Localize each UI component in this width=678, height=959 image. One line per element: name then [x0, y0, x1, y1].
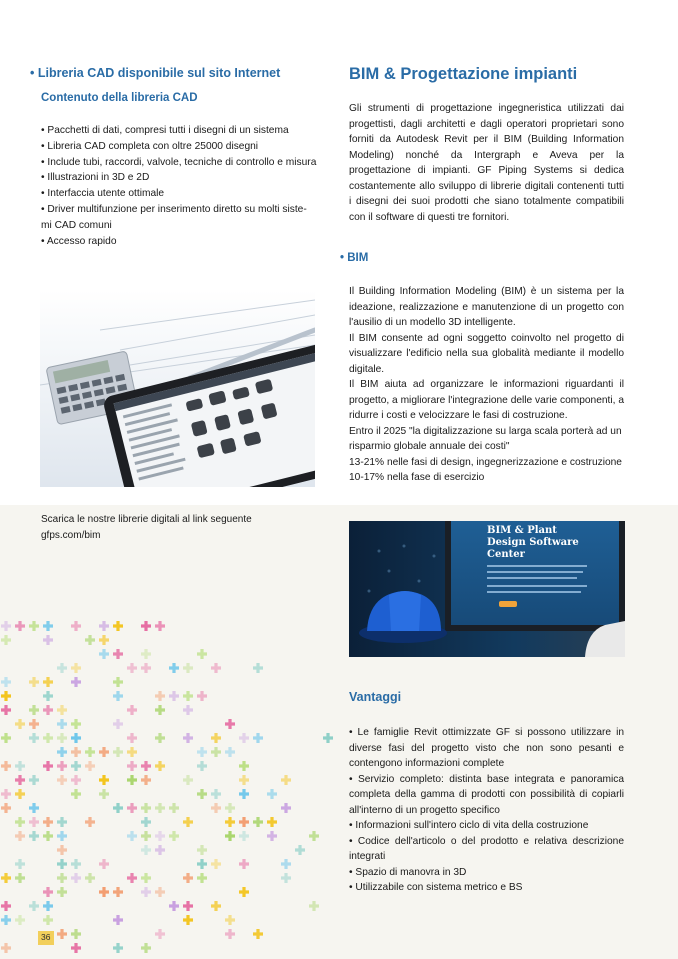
plus-mark [183, 817, 193, 827]
plus-mark [15, 817, 25, 827]
plus-mark [239, 775, 249, 785]
plus-mark [197, 761, 207, 771]
list-item: • Driver multifunzione per inserimento diretto su molti siste- [41, 203, 307, 215]
plus-mark [71, 873, 81, 883]
plus-mark [57, 859, 67, 869]
plus-mark [99, 859, 109, 869]
download-link[interactable]: gfps.com/bim [41, 530, 101, 541]
plus-mark [29, 677, 39, 687]
plus-mark [71, 747, 81, 757]
plus-mark [99, 747, 109, 757]
plus-mark [99, 789, 109, 799]
plus-mark [281, 859, 291, 869]
plus-mark [211, 663, 221, 673]
plus-mark [29, 901, 39, 911]
plus-mark [99, 635, 109, 645]
plus-mark [197, 789, 207, 799]
list-item: • Interfaccia utente ottimale [41, 188, 165, 200]
plus-mark [1, 621, 11, 631]
bim-text [349, 284, 624, 486]
download-text: Scarica le nostre librerie digitali al link seguente [41, 514, 252, 525]
plus-mark [113, 691, 123, 701]
plus-mark [99, 621, 109, 631]
plus-mark [211, 901, 221, 911]
plus-mark [267, 817, 277, 827]
plus-mark [43, 761, 53, 771]
plus-mark [57, 845, 67, 855]
plus-mark [85, 747, 95, 757]
plus-mark [267, 831, 277, 841]
plus-mark [71, 733, 81, 743]
plus-mark [43, 691, 53, 701]
plus-mark [71, 929, 81, 939]
list-item: • Accesso rapido [41, 235, 117, 247]
plus-mark [57, 887, 67, 897]
advantages-heading: Vantaggi [349, 690, 402, 704]
plus-mark [29, 719, 39, 729]
plus-mark [113, 887, 123, 897]
plus-mark [57, 775, 67, 785]
plus-mark [71, 621, 81, 631]
plus-mark [29, 733, 39, 743]
plus-mark [197, 873, 207, 883]
plus-mark [155, 621, 165, 631]
plus-mark [169, 831, 179, 841]
plus-mark [57, 705, 67, 715]
plus-mark [29, 705, 39, 715]
list-item: • Spazio di manovra in 3D [349, 866, 467, 878]
plus-mark [211, 859, 221, 869]
plus-mark [183, 691, 193, 701]
plus-mark [113, 621, 123, 631]
plus-mark [169, 803, 179, 813]
plus-mark [113, 803, 123, 813]
plus-mark [15, 775, 25, 785]
plus-mark [155, 691, 165, 701]
plus-mark [43, 635, 53, 645]
plus-mark [113, 915, 123, 925]
plus-mark [141, 887, 151, 897]
plus-mark [127, 873, 137, 883]
plus-mark [253, 817, 263, 827]
plus-mark [225, 803, 235, 813]
bim-paragraph: 10-17% nella fase di esercizio [349, 472, 485, 483]
cad-subheading: Contenuto della libreria CAD [41, 92, 198, 104]
plus-mark [127, 775, 137, 785]
plus-mark [113, 719, 123, 729]
plus-mark [225, 719, 235, 729]
list-item: • Informazioni sull'intero ciclo di vita della costruzione [349, 820, 589, 831]
plus-mark [225, 817, 235, 827]
plus-mark [155, 705, 165, 715]
bim-paragraph: Il Building Information Modeling (BIM) è un sistema per la ideazione, realizzazione e manutenzione di un progetto con l'ausilio di un modello 3D intelligente. [349, 286, 624, 328]
plus-mark [225, 915, 235, 925]
plus-mark [183, 705, 193, 715]
plus-mark [253, 929, 263, 939]
plus-mark [239, 887, 249, 897]
plus-mark [1, 635, 11, 645]
screen-title-line: BIM & Plant [487, 525, 557, 536]
plus-mark [43, 733, 53, 743]
bim-paragraph: Il BIM consente ad ogni soggetto coinvolto nel progetto di visualizzare l'edificio nella sua globalità mediante il modello digitale. [349, 332, 624, 375]
bim-paragraph: Entro il 2025 "la digitalizzazione su larga scala porterà ad un risparmio globale annuale dei costi" [349, 425, 622, 452]
plus-mark [43, 901, 53, 911]
plus-mark [43, 677, 53, 687]
plus-mark [155, 803, 165, 813]
plus-mark [57, 761, 67, 771]
plus-mark [1, 901, 11, 911]
plus-mark [239, 831, 249, 841]
plus-mark [323, 733, 333, 743]
screen-title [487, 525, 579, 561]
plus-mark [57, 817, 67, 827]
plus-mark [253, 733, 263, 743]
plus-mark [141, 649, 151, 659]
list-item: • Pacchetti di dati, compresi tutti i disegni di un sistema [41, 125, 289, 136]
plus-mark [43, 817, 53, 827]
plus-mark [197, 859, 207, 869]
plus-mark [295, 845, 305, 855]
plus-mark [141, 845, 151, 855]
plus-mark [141, 775, 151, 785]
plus-mark [309, 901, 319, 911]
plus-mark [43, 705, 53, 715]
plus-mark [1, 705, 11, 715]
plus-mark [211, 733, 221, 743]
bim-software-photo [349, 521, 625, 657]
plus-mark [127, 705, 137, 715]
plus-mark [225, 831, 235, 841]
plus-mark [141, 943, 151, 953]
list-item: • Libreria CAD completa con oltre 25000 disegni [41, 140, 259, 152]
plus-mark [127, 761, 137, 771]
plus-mark [113, 943, 123, 953]
plus-mark [1, 789, 11, 799]
plus-mark [127, 831, 137, 841]
bim-heading [340, 252, 368, 264]
plus-mark [169, 901, 179, 911]
advantages-list [349, 725, 624, 896]
screen-title-line: Design Software [487, 537, 579, 548]
plus-mark [239, 817, 249, 827]
list-item: • Include tubi, raccordi, valvole, tecniche di controllo e misura [41, 156, 317, 168]
plus-mark [169, 691, 179, 701]
plus-mark [85, 817, 95, 827]
plus-mark [197, 845, 207, 855]
plus-mark [57, 663, 67, 673]
plus-mark [183, 873, 193, 883]
bim-heading-text: BIM [347, 252, 369, 264]
list-item: • Le famiglie Revit ottimizzate GF si possono utilizzare in diverse fasi del progetto visto che non sono pesanti e contengono informazioni complete [349, 727, 624, 769]
plus-mark [127, 803, 137, 813]
plus-mark [253, 663, 263, 673]
page-title: BIM & Progettazione impianti [349, 65, 578, 83]
plus-mark [183, 733, 193, 743]
plus-mark [183, 915, 193, 925]
plus-mark [85, 635, 95, 645]
plus-mark [141, 831, 151, 841]
plus-pattern [0, 620, 340, 959]
plus-mark [127, 663, 137, 673]
cad-heading-text: Libreria CAD disponibile sul sito Internet [37, 66, 281, 80]
plus-mark [99, 649, 109, 659]
plus-mark [29, 817, 39, 827]
plus-mark [1, 677, 11, 687]
plus-mark [225, 929, 235, 939]
plus-mark [113, 677, 123, 687]
plus-mark [99, 887, 109, 897]
cad-heading [30, 66, 280, 80]
plus-mark [1, 733, 11, 743]
plus-mark [57, 831, 67, 841]
list-item: mi CAD comuni [41, 219, 112, 231]
plus-mark [71, 677, 81, 687]
plus-mark [57, 873, 67, 883]
list-item: • Utilizzabile con sistema metrico e BS [349, 882, 523, 893]
plus-mark [43, 887, 53, 897]
plus-mark [141, 817, 151, 827]
plus-mark [281, 803, 291, 813]
plus-mark [71, 789, 81, 799]
plus-mark [113, 747, 123, 757]
plus-mark [15, 915, 25, 925]
plus-mark [15, 621, 25, 631]
plus-mark [15, 719, 25, 729]
plus-mark [225, 747, 235, 757]
plus-mark [71, 761, 81, 771]
plus-mark [197, 747, 207, 757]
plus-mark [1, 691, 11, 701]
plus-mark [309, 831, 319, 841]
plus-mark [267, 789, 277, 799]
plus-mark [1, 803, 11, 813]
list-item: • Codice dell'articolo o del prodotto e relativa descrizione integrati [349, 835, 624, 862]
plus-mark [155, 887, 165, 897]
plus-mark [281, 775, 291, 785]
plus-mark [127, 733, 137, 743]
plus-mark [183, 775, 193, 785]
plus-mark [43, 915, 53, 925]
plus-mark [57, 733, 67, 743]
plus-mark [155, 929, 165, 939]
cad-list [41, 123, 326, 249]
plus-mark [155, 831, 165, 841]
plus-mark [141, 803, 151, 813]
bim-paragraph: Il BIM aiuta ad organizzare le informazioni riguardanti il progetto, a migliorare l'integrazione delle varie componenti, a ridurre i costi e velocizzare le fasi di costruzione. [349, 379, 624, 421]
plus-mark [197, 649, 207, 659]
plus-mark [239, 733, 249, 743]
plus-mark [85, 873, 95, 883]
plus-mark [239, 761, 249, 771]
plus-mark [71, 775, 81, 785]
plus-mark [43, 621, 53, 631]
plus-mark [183, 901, 193, 911]
plus-mark [15, 761, 25, 771]
plus-mark [183, 663, 193, 673]
plus-mark [29, 621, 39, 631]
plus-mark [29, 831, 39, 841]
plus-mark [15, 859, 25, 869]
bullet-dot-icon: • [340, 252, 345, 264]
plus-mark [141, 663, 151, 673]
bim-paragraph: 13-21% nelle fasi di design, ingegnerizzazione e costruzione [349, 456, 622, 468]
plus-mark [29, 803, 39, 813]
plus-mark [155, 845, 165, 855]
plus-mark [71, 943, 81, 953]
plus-mark [99, 775, 109, 785]
plus-mark [15, 789, 25, 799]
plus-mark [113, 649, 123, 659]
plus-mark [57, 929, 67, 939]
plus-mark [29, 775, 39, 785]
plus-mark [281, 873, 291, 883]
plus-mark [15, 873, 25, 883]
plus-mark [57, 719, 67, 729]
bullet-dot-icon: • [30, 66, 35, 80]
plus-mark [211, 747, 221, 757]
plus-mark [1, 761, 11, 771]
plus-mark [239, 859, 249, 869]
plus-mark [127, 747, 137, 757]
plus-mark [141, 873, 151, 883]
list-item: • Servizio completo: distinta base integrata e panoramica completa della gamma di prodotti con possibilità di copiarli all'interno di un progetto specifico [349, 773, 624, 816]
plus-mark [71, 859, 81, 869]
plus-mark [211, 803, 221, 813]
plus-mark [71, 719, 81, 729]
plus-mark [1, 873, 11, 883]
plus-mark [141, 761, 151, 771]
screen-title-line: Center [487, 549, 525, 560]
cad-tablet-photo [40, 290, 315, 487]
plus-mark [1, 943, 11, 953]
plus-mark [239, 789, 249, 799]
plus-mark [15, 831, 25, 841]
plus-mark [169, 663, 179, 673]
plus-mark [155, 733, 165, 743]
plus-mark [57, 747, 67, 757]
list-item: • Illustrazioni in 3D e 2D [41, 172, 150, 184]
plus-mark [155, 761, 165, 771]
plus-mark [43, 831, 53, 841]
plus-mark [211, 789, 221, 799]
intro-paragraph: Gli strumenti di progettazione ingegneristica utilizzati dai progettisti, dagli architetti e dagli operatori proprietari sono forniti da Autodesk Revit per il BIM (Building Information Modeling) nonché da Intergraph e Aveva per la progettazione di impianti. GF Piping Systems si dedica costantemente allo sviluppo di librerie digitali contenenti tutti i disegni dei suoi prodotti che siano totalmente compatibili con il software di questi tre fornitori. [349, 103, 624, 223]
plus-mark [1, 915, 11, 925]
page-number: 36 [41, 932, 51, 942]
plus-mark [85, 761, 95, 771]
plus-mark [141, 621, 151, 631]
plus-mark [71, 663, 81, 673]
plus-mark [197, 691, 207, 701]
